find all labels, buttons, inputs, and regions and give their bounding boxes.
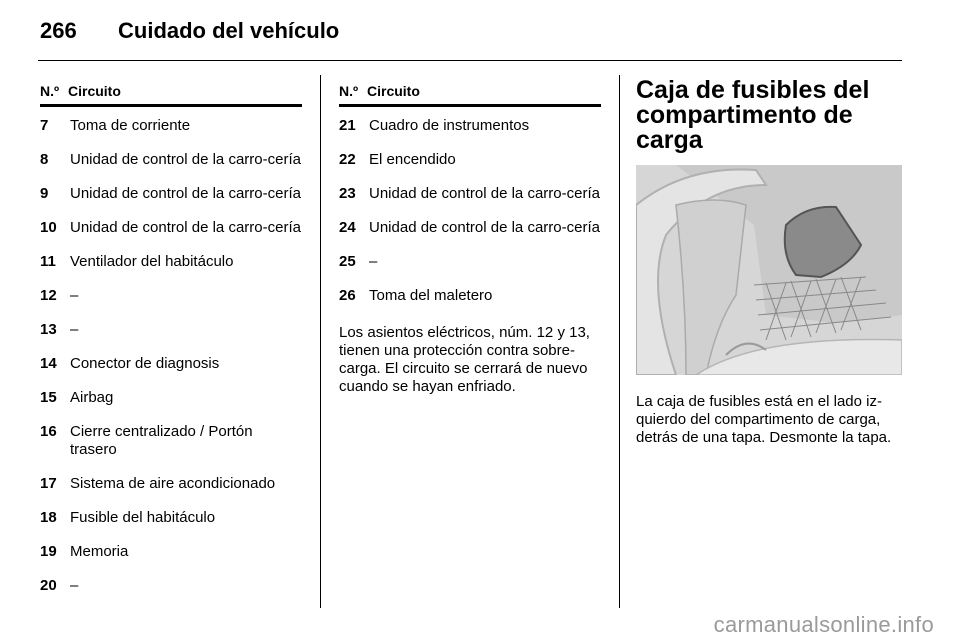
table-row	[40, 472, 302, 496]
circuit-number: 19	[40, 543, 57, 560]
page-title: Cuidado del vehículo	[118, 18, 340, 43]
row-spacer	[40, 462, 302, 472]
circuit-name: Sistema de aire acondicionado	[70, 475, 276, 492]
row-spacer	[40, 410, 302, 420]
circuit-number: 25	[339, 253, 356, 270]
table-row	[40, 352, 302, 376]
header-num: N.º	[339, 83, 359, 99]
table-row	[40, 574, 302, 598]
circuit-number: 11	[40, 253, 56, 270]
circuit-name: –	[70, 321, 79, 338]
table-header	[339, 78, 601, 107]
row-spacer	[40, 138, 302, 148]
circuit-number: 26	[339, 287, 356, 304]
cargo-compartment-drawing	[636, 165, 902, 375]
circuit-number: 23	[339, 185, 356, 202]
circuit-name: Unidad de control de la carro-cería	[369, 185, 600, 202]
circuit-name: Unidad de control de la carro-cería	[369, 219, 600, 236]
circuit-number: 24	[339, 219, 356, 236]
page-header	[40, 18, 920, 58]
circuit-number: 17	[40, 475, 57, 492]
circuit-number: 16	[40, 423, 57, 440]
header-rule	[38, 60, 902, 61]
row-spacer	[339, 274, 601, 284]
circuit-number: 10	[40, 219, 57, 236]
circuit-number: 15	[40, 389, 57, 406]
table-row	[40, 506, 302, 530]
row-spacer	[40, 564, 302, 574]
table-row	[339, 284, 601, 308]
circuit-name: –	[369, 253, 378, 270]
row-spacer	[40, 240, 302, 250]
table-row	[40, 216, 302, 240]
circuit-number: 7	[40, 117, 49, 134]
row-spacer	[40, 496, 302, 506]
row-spacer	[339, 206, 601, 216]
column-divider	[619, 75, 620, 608]
table-row	[40, 114, 302, 138]
table-row	[40, 182, 302, 206]
circuit-number: 18	[40, 509, 57, 526]
circuit-number: 13	[40, 321, 57, 338]
section-title: Caja de fusibles del compartimento de carga	[636, 76, 870, 154]
circuit-name: Conector de diagnosis	[70, 355, 220, 372]
header-circuit: Circuito	[367, 83, 420, 99]
row-spacer	[40, 172, 302, 182]
fusebox-caption: La caja de fusibles está en el lado iz-quierdo del compartimento de carga, detrás de una tapa. Desmonte la tapa.	[636, 393, 892, 446]
row-spacer	[339, 172, 601, 182]
table-rows	[339, 114, 601, 308]
table-row	[40, 386, 302, 410]
row-spacer	[339, 240, 601, 250]
circuit-name: Cuadro de instrumentos	[369, 117, 530, 134]
row-spacer	[40, 342, 302, 352]
table-row	[339, 250, 601, 274]
row-spacer	[40, 376, 302, 386]
circuit-number: 8	[40, 151, 49, 168]
table-header	[40, 78, 302, 107]
table-row	[40, 148, 302, 172]
circuit-number: 12	[40, 287, 57, 304]
circuit-number: 14	[40, 355, 57, 372]
cargo-compartment-illustration	[636, 165, 902, 375]
table-row	[339, 114, 601, 138]
row-spacer	[40, 530, 302, 540]
circuit-name: Toma del maletero	[369, 287, 493, 304]
circuit-name: Memoria	[70, 543, 129, 560]
section-cargo-fusebox	[636, 78, 902, 462]
fuse-table-right	[339, 78, 601, 411]
circuit-name: Toma de corriente	[70, 117, 191, 134]
table-row	[40, 284, 302, 308]
circuit-name: Cierre centralizado / Portón trasero	[70, 423, 253, 458]
circuit-name: –	[70, 577, 79, 594]
table-rows	[40, 114, 302, 598]
table-row	[40, 420, 302, 462]
circuit-number: 20	[40, 577, 57, 594]
table-row	[339, 216, 601, 240]
circuit-name: Fusible del habitáculo	[70, 509, 216, 526]
table-row	[40, 540, 302, 564]
table-row	[40, 318, 302, 342]
circuit-name: Unidad de control de la carro-cería	[70, 151, 301, 168]
row-spacer	[339, 138, 601, 148]
circuit-name: El encendido	[369, 151, 456, 168]
header-circuit: Circuito	[68, 83, 121, 99]
row-spacer	[40, 308, 302, 318]
row-spacer	[40, 206, 302, 216]
overload-note: Los asientos eléctricos, núm. 12 y 13, tienen una protección contra sobre-carga. El circuito se cerrará de nuevo cuando se hayan enfriado.	[339, 324, 590, 395]
circuit-name: Unidad de control de la carro-cería	[70, 219, 301, 236]
row-spacer	[40, 274, 302, 284]
circuit-name: –	[70, 287, 79, 304]
column-divider	[320, 75, 321, 608]
fuse-table-left	[40, 78, 302, 598]
watermark: carmanualsonline.info	[713, 612, 934, 637]
table-row	[40, 250, 302, 274]
circuit-number: 22	[339, 151, 356, 168]
table-row	[339, 182, 601, 206]
page-number: 266	[40, 18, 77, 43]
table-row	[339, 148, 601, 172]
circuit-number: 9	[40, 185, 49, 202]
circuit-name: Ventilador del habitáculo	[70, 253, 234, 270]
circuit-number: 21	[339, 117, 356, 134]
circuit-name: Unidad de control de la carro-cería	[70, 185, 301, 202]
circuit-name: Airbag	[70, 389, 114, 406]
header-num: N.º	[40, 83, 60, 99]
